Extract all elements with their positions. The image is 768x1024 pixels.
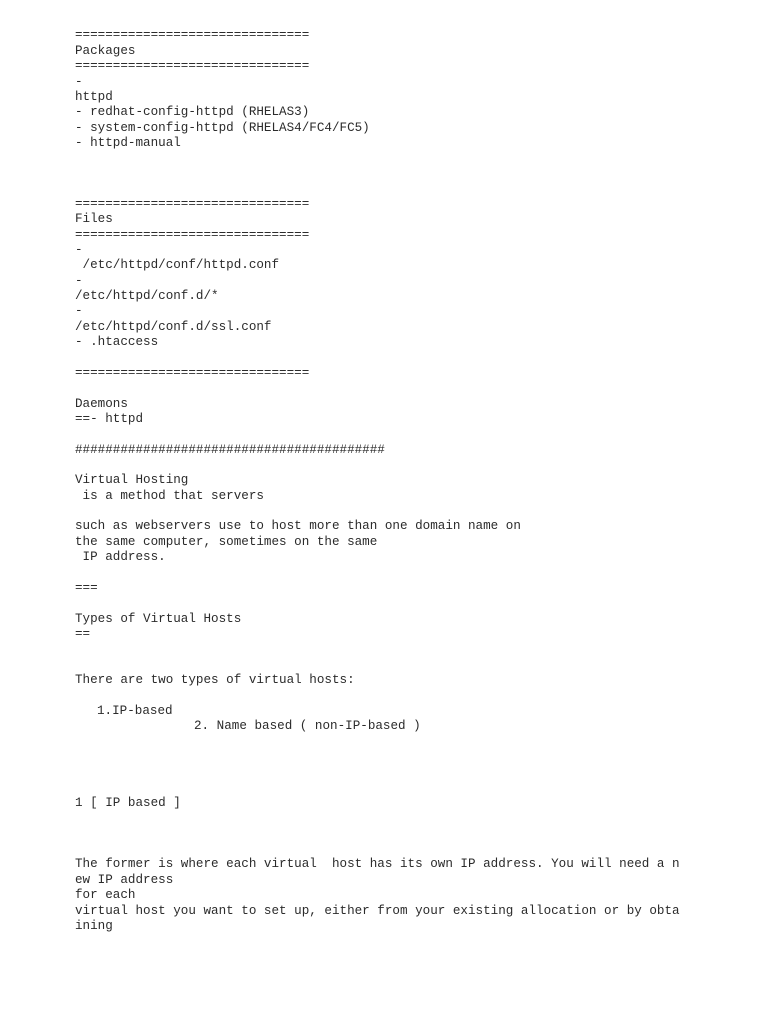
files-path: - .htaccess: [75, 335, 159, 349]
types-item: 1.IP-based: [97, 704, 173, 718]
hash-rule: #########################################: [75, 443, 385, 457]
files-dash: -: [75, 274, 83, 288]
virtual-hosting-text: such as webservers use to host more than one domain name on: [75, 519, 521, 533]
files-path: /etc/httpd/conf/httpd.conf: [75, 258, 280, 272]
ip-based-text: for each: [75, 888, 136, 902]
files-rule-end: ===============================: [75, 366, 310, 380]
files-heading: Files: [75, 212, 113, 226]
files-dash: -: [75, 304, 83, 318]
files-rule-bottom: ===============================: [75, 228, 310, 242]
packages-rule-top: ===============================: [75, 28, 310, 42]
virtual-hosting-text: the same computer, sometimes on the same: [75, 535, 378, 549]
files-dash: -: [75, 243, 83, 257]
packages-rule-bottom: ===============================: [75, 59, 310, 73]
ip-based-heading: 1 [ IP based ]: [75, 796, 181, 810]
packages-dash: -: [75, 75, 83, 89]
packages-item: - redhat-config-httpd (RHELAS3): [75, 105, 310, 119]
daemons-value: ==- httpd: [75, 412, 144, 426]
ip-based-text: ew IP address: [75, 873, 174, 887]
virtual-hosting-heading: Virtual Hosting: [75, 473, 189, 487]
daemons-heading: Daemons: [75, 397, 128, 411]
files-path: /etc/httpd/conf.d/ssl.conf: [75, 320, 272, 334]
types-heading: Types of Virtual Hosts: [75, 612, 242, 626]
packages-item: - system-config-httpd (RHELAS4/FC4/FC5): [75, 121, 370, 135]
virtual-hosting-rule: ===: [75, 581, 98, 595]
types-intro: There are two types of virtual hosts:: [75, 673, 355, 687]
ip-based-text: The former is where each virtual host has its own IP address. You will need a n: [75, 857, 680, 871]
virtual-hosting-text: IP address.: [75, 550, 166, 564]
types-rule: ==: [75, 627, 91, 641]
virtual-hosting-text: is a method that servers: [75, 489, 264, 503]
ip-based-text: virtual host you want to set up, either from your existing allocation or by obta: [75, 904, 680, 918]
ip-based-text: ining: [75, 919, 113, 933]
packages-item: - httpd-manual: [75, 136, 181, 150]
types-item: 2. Name based ( non-IP-based ): [194, 719, 421, 733]
files-rule-top: ===============================: [75, 197, 310, 211]
packages-main: httpd: [75, 90, 113, 104]
packages-heading: Packages: [75, 44, 136, 58]
files-path: /etc/httpd/conf.d/*: [75, 289, 219, 303]
